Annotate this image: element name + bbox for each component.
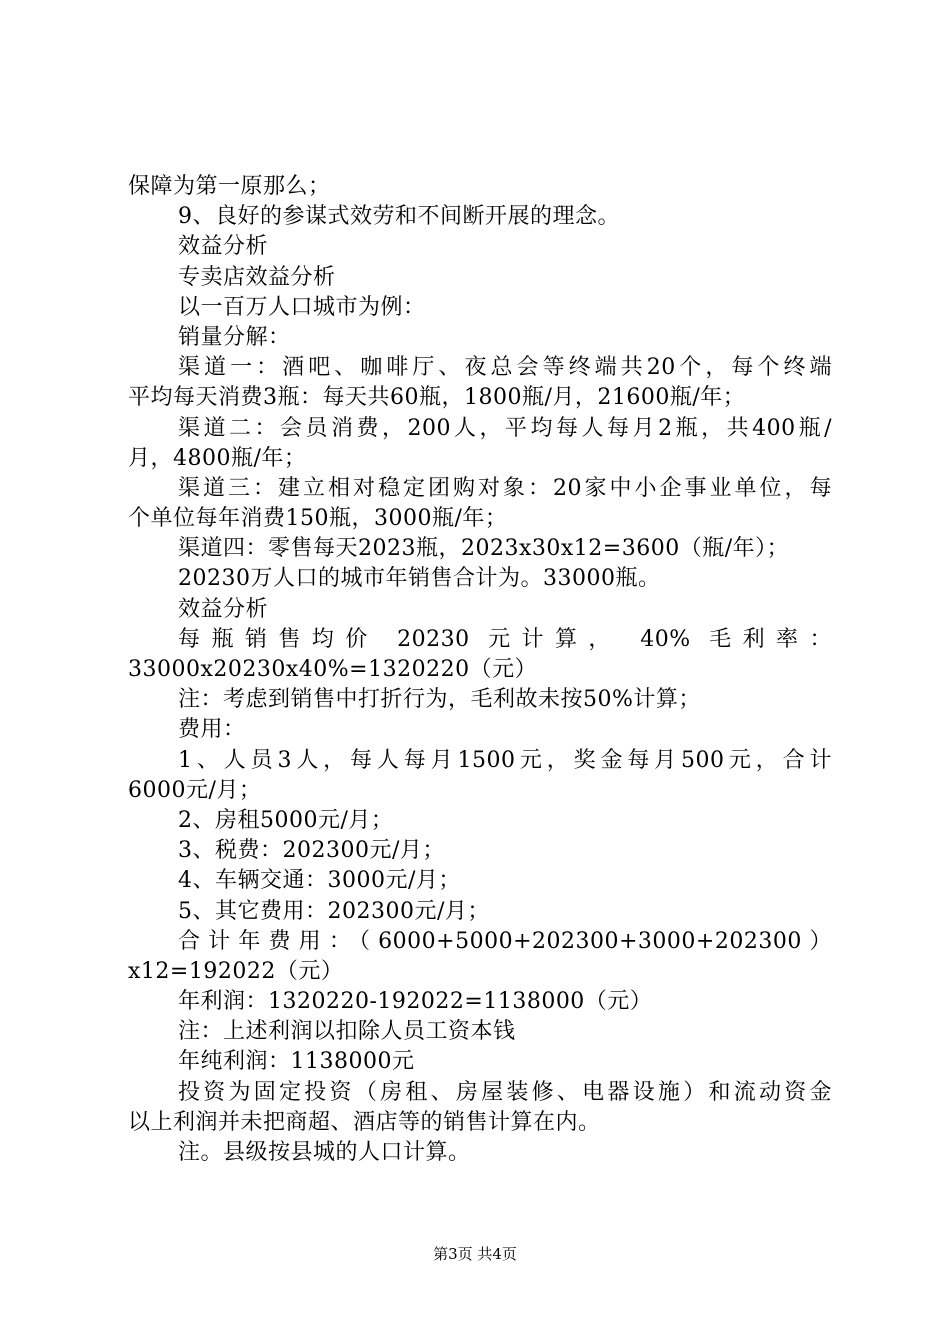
text-line: 以一百万人口城市为例：	[178, 294, 426, 320]
text-line: 5、其它费用：202300元/月；	[178, 898, 490, 924]
text-line: 个单位每年消费150瓶，3000瓶/年；	[128, 506, 508, 532]
text-line: 渠道四：零售每天2023瓶，2023x30x12=3600（瓶/年）；	[178, 536, 790, 562]
text-line: 投资为固定投资（房租、房屋装修、电器设施）和流动资金	[178, 1079, 832, 1105]
text-line: 效益分析	[178, 234, 269, 260]
text-line: 注：考虑到销售中打折行为，毛利故未按50%计算；	[178, 687, 701, 713]
text-line: 2、房租5000元/月；	[178, 807, 394, 833]
text-line: 渠道一：酒吧、咖啡厅、夜总会等终端共20个，每个终端	[178, 355, 832, 381]
document-body	[128, 172, 832, 1168]
text-line: 注。县级按县城的人口计算。	[178, 1140, 471, 1165]
text-line: 以上利润并未把商超、酒店等的销售计算在内。	[128, 1109, 601, 1135]
text-line: 销量分解：	[178, 324, 291, 350]
text-line: 费用：	[178, 717, 246, 743]
text-line: 6000元/月；	[128, 777, 262, 803]
text-line: 3、税费：202300元/月；	[178, 838, 445, 864]
text-line: 1、人员3人，每人每月1500元，奖金每月500元，合计	[178, 747, 832, 773]
text-line: x12=192022（元）	[128, 958, 344, 984]
text-line: 9、良好的参谋式效劳和不间断开展的理念。	[178, 204, 620, 230]
text-line: 专卖店效益分析	[178, 264, 336, 290]
text-line: 33000x20230x40%=1320220（元）	[128, 657, 538, 682]
text-line: 渠道三：建立相对稳定团购对象：20家中小企事业单位，每	[178, 475, 832, 501]
text-line: 保障为第一原那么；	[128, 174, 331, 199]
page-footer: 第3页 共4页	[433, 1245, 517, 1263]
text-line: 平均每天消费3瓶：每天共60瓶，1800瓶/月，21600瓶/年；	[128, 385, 746, 411]
text-line: 年利润：1320220-192022=1138000（元）	[178, 989, 653, 1015]
text-line: 注：上述利润以扣除人员工资本钱	[178, 1019, 516, 1045]
text-line: 效益分析	[178, 596, 269, 622]
text-line: 年纯利润：1138000元	[178, 1049, 415, 1075]
text-line: 每瓶销售均价 20230 元计算， 40% 毛利率：	[178, 626, 832, 652]
text-line: 20230万人口的城市年销售合计为。33000瓶。	[178, 566, 661, 592]
text-line: 月，4800瓶/年；	[128, 445, 307, 471]
text-line: 渠道二：会员消费，200人，平均每人每月2瓶，共400瓶/	[178, 415, 832, 441]
text-line: 合计年费用：（6000+5000+202300+3000+202300）	[178, 928, 832, 954]
text-line: 4、车辆交通：3000元/月；	[178, 868, 461, 894]
